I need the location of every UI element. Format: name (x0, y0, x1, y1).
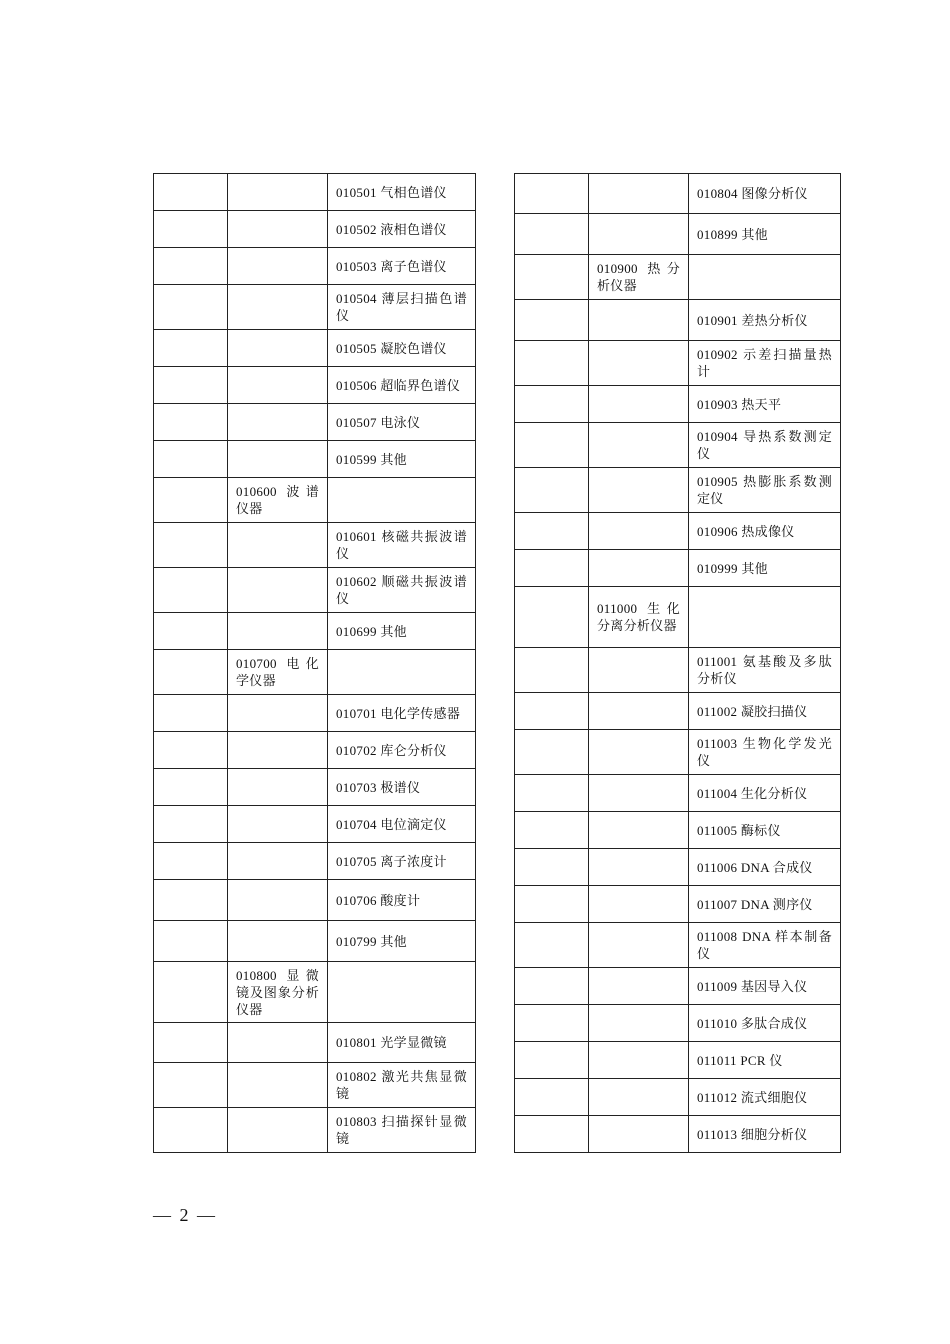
category-cell (589, 341, 689, 386)
category-cell (589, 1005, 689, 1042)
category-cell: 011000 生化分离分析仪器 (589, 587, 689, 648)
category-cell (589, 730, 689, 775)
level1-cell (154, 367, 228, 404)
table-row (515, 550, 841, 587)
left-category-table (153, 173, 476, 1153)
right-category-table (514, 173, 841, 1153)
category-cell (589, 923, 689, 968)
table-row (515, 300, 841, 341)
item-cell (328, 962, 476, 1023)
level1-cell (154, 523, 228, 568)
item-cell: 011012 流式细胞仪 (689, 1079, 841, 1116)
category-cell (228, 1023, 328, 1063)
level1-cell (515, 1005, 589, 1042)
item-cell: 010801 光学显微镜 (328, 1023, 476, 1063)
category-cell (589, 468, 689, 513)
table-row (515, 968, 841, 1005)
category-cell: 010600 波谱仪器 (228, 478, 328, 523)
item-cell: 010703 极谱仪 (328, 769, 476, 806)
table-row (515, 648, 841, 693)
category-cell (228, 1108, 328, 1153)
page-number: — 2 — (153, 1205, 217, 1225)
table-row (515, 1005, 841, 1042)
category-cell (589, 775, 689, 812)
item-cell: 010502 液相色谱仪 (328, 211, 476, 248)
level1-cell (515, 300, 589, 341)
item-cell: 010504 薄层扫描色谱仪 (328, 285, 476, 330)
table-row (515, 423, 841, 468)
item-cell: 010704 电位滴定仪 (328, 806, 476, 843)
table-row (154, 921, 476, 962)
category-cell (589, 300, 689, 341)
category-cell (589, 1079, 689, 1116)
category-cell (589, 550, 689, 587)
level1-cell (154, 1108, 228, 1153)
table-row (154, 523, 476, 568)
level1-cell (515, 730, 589, 775)
table-row (515, 341, 841, 386)
level1-cell (515, 513, 589, 550)
level1-cell (515, 386, 589, 423)
item-cell: 010899 其他 (689, 214, 841, 255)
item-cell: 010906 热成像仪 (689, 513, 841, 550)
table-row (515, 255, 841, 300)
level1-cell (515, 1116, 589, 1153)
table-row (515, 730, 841, 775)
table-row (515, 812, 841, 849)
category-cell (228, 806, 328, 843)
item-cell: 010602 顺磁共振波谱仪 (328, 568, 476, 613)
level1-cell (154, 806, 228, 843)
category-cell (589, 968, 689, 1005)
category-cell (589, 386, 689, 423)
table-row (154, 695, 476, 732)
level1-cell (515, 587, 589, 648)
item-cell: 010802 激光共焦显微镜 (328, 1063, 476, 1108)
category-cell (589, 423, 689, 468)
level1-cell (154, 211, 228, 248)
item-cell: 010803 扫描探针显微镜 (328, 1108, 476, 1153)
level1-cell (154, 568, 228, 613)
table-row (154, 367, 476, 404)
level1-cell (154, 174, 228, 211)
item-cell (328, 478, 476, 523)
table-row (154, 613, 476, 650)
category-cell (228, 441, 328, 478)
level1-cell (154, 880, 228, 921)
level1-cell (515, 255, 589, 300)
table-row (515, 775, 841, 812)
level1-cell (515, 423, 589, 468)
level1-cell (515, 341, 589, 386)
item-cell: 011013 细胞分析仪 (689, 1116, 841, 1153)
level1-cell (515, 886, 589, 923)
item-cell: 010507 电泳仪 (328, 404, 476, 441)
item-cell (328, 650, 476, 695)
category-cell (589, 214, 689, 255)
item-cell: 010904 导热系数测定仪 (689, 423, 841, 468)
item-cell: 010599 其他 (328, 441, 476, 478)
level1-cell (515, 550, 589, 587)
category-cell (228, 404, 328, 441)
level1-cell (154, 1023, 228, 1063)
category-cell (228, 248, 328, 285)
item-cell: 010804 图像分析仪 (689, 174, 841, 214)
table-row (154, 732, 476, 769)
table-row (515, 849, 841, 886)
level1-cell (515, 693, 589, 730)
level1-cell (515, 214, 589, 255)
table-row (154, 248, 476, 285)
category-cell (228, 174, 328, 211)
table-row (154, 568, 476, 613)
table-row (154, 478, 476, 523)
item-cell: 010702 库仑分析仪 (328, 732, 476, 769)
level1-cell (515, 1079, 589, 1116)
category-cell (589, 886, 689, 923)
level1-cell (154, 769, 228, 806)
category-cell (589, 513, 689, 550)
table-row (154, 1063, 476, 1108)
category-cell (589, 849, 689, 886)
category-cell (228, 769, 328, 806)
level1-cell (154, 1063, 228, 1108)
item-cell: 011006 DNA 合成仪 (689, 849, 841, 886)
item-cell (689, 255, 841, 300)
category-cell (228, 523, 328, 568)
table-row (515, 513, 841, 550)
category-cell (589, 1042, 689, 1079)
item-cell: 011010 多肽合成仪 (689, 1005, 841, 1042)
category-cell (228, 330, 328, 367)
item-cell: 011003 生物化学发光仪 (689, 730, 841, 775)
table-row (154, 441, 476, 478)
level1-cell (515, 968, 589, 1005)
item-cell: 010902 示差扫描量热计 (689, 341, 841, 386)
item-cell: 010905 热膨胀系数测定仪 (689, 468, 841, 513)
category-cell (589, 174, 689, 214)
category-cell (589, 648, 689, 693)
level1-cell (515, 648, 589, 693)
level1-cell (154, 695, 228, 732)
item-cell: 011007 DNA 测序仪 (689, 886, 841, 923)
table-row (515, 587, 841, 648)
level1-cell (515, 174, 589, 214)
category-cell: 010900 热分析仪器 (589, 255, 689, 300)
table-row (515, 386, 841, 423)
level1-cell (154, 285, 228, 330)
table-row (515, 923, 841, 968)
item-cell: 010506 超临界色谱仪 (328, 367, 476, 404)
table-row (154, 330, 476, 367)
category-cell (589, 812, 689, 849)
table-row (154, 1023, 476, 1063)
item-cell: 010701 电化学传感器 (328, 695, 476, 732)
table-row (515, 1079, 841, 1116)
table-row (515, 886, 841, 923)
right-table-body (515, 174, 841, 1153)
item-cell: 011008 DNA 样本制备仪 (689, 923, 841, 968)
table-row (154, 843, 476, 880)
table-row (154, 1108, 476, 1153)
category-cell (228, 1063, 328, 1108)
table-row (515, 174, 841, 214)
table-row (515, 1116, 841, 1153)
table-row (154, 806, 476, 843)
table-row (154, 650, 476, 695)
item-cell: 010501 气相色谱仪 (328, 174, 476, 211)
item-cell: 011004 生化分析仪 (689, 775, 841, 812)
category-cell: 010800 显微镜及图象分析仪器 (228, 962, 328, 1023)
table-row (515, 468, 841, 513)
category-cell: 010700 电化学仪器 (228, 650, 328, 695)
item-cell: 010799 其他 (328, 921, 476, 962)
level1-cell (515, 468, 589, 513)
category-cell (228, 367, 328, 404)
item-cell: 010999 其他 (689, 550, 841, 587)
level1-cell (154, 732, 228, 769)
level1-cell (154, 248, 228, 285)
category-cell (589, 693, 689, 730)
table-row (154, 880, 476, 921)
item-cell: 011002 凝胶扫描仪 (689, 693, 841, 730)
level1-cell (515, 775, 589, 812)
level1-cell (154, 962, 228, 1023)
table-row (515, 1042, 841, 1079)
table-row (154, 962, 476, 1023)
item-cell: 010601 核磁共振波谱仪 (328, 523, 476, 568)
item-cell: 010699 其他 (328, 613, 476, 650)
item-cell: 010505 凝胶色谱仪 (328, 330, 476, 367)
level1-cell (154, 650, 228, 695)
category-cell (228, 568, 328, 613)
table-row (154, 211, 476, 248)
level1-cell (154, 921, 228, 962)
item-cell: 010903 热天平 (689, 386, 841, 423)
table-row (154, 404, 476, 441)
category-cell (228, 285, 328, 330)
table-row (515, 214, 841, 255)
category-cell (228, 732, 328, 769)
item-cell: 011005 酶标仪 (689, 812, 841, 849)
level1-cell (515, 849, 589, 886)
category-cell (589, 1116, 689, 1153)
category-cell (228, 921, 328, 962)
item-cell: 010706 酸度计 (328, 880, 476, 921)
table-row (515, 693, 841, 730)
item-cell: 010901 差热分析仪 (689, 300, 841, 341)
item-cell: 011001 氨基酸及多肽分析仪 (689, 648, 841, 693)
level1-cell (154, 330, 228, 367)
category-cell (228, 880, 328, 921)
level1-cell (515, 923, 589, 968)
item-cell (689, 587, 841, 648)
item-cell: 010705 离子浓度计 (328, 843, 476, 880)
item-cell: 011009 基因导入仪 (689, 968, 841, 1005)
table-row (154, 174, 476, 211)
category-cell (228, 695, 328, 732)
table-row (154, 769, 476, 806)
level1-cell (515, 812, 589, 849)
level1-cell (154, 441, 228, 478)
category-cell (228, 211, 328, 248)
table-row (154, 285, 476, 330)
level1-cell (515, 1042, 589, 1079)
level1-cell (154, 843, 228, 880)
level1-cell (154, 404, 228, 441)
level1-cell (154, 478, 228, 523)
level1-cell (154, 613, 228, 650)
item-cell: 010503 离子色谱仪 (328, 248, 476, 285)
category-cell (228, 843, 328, 880)
item-cell: 011011 PCR 仪 (689, 1042, 841, 1079)
category-cell (228, 613, 328, 650)
left-table-body (154, 174, 476, 1153)
